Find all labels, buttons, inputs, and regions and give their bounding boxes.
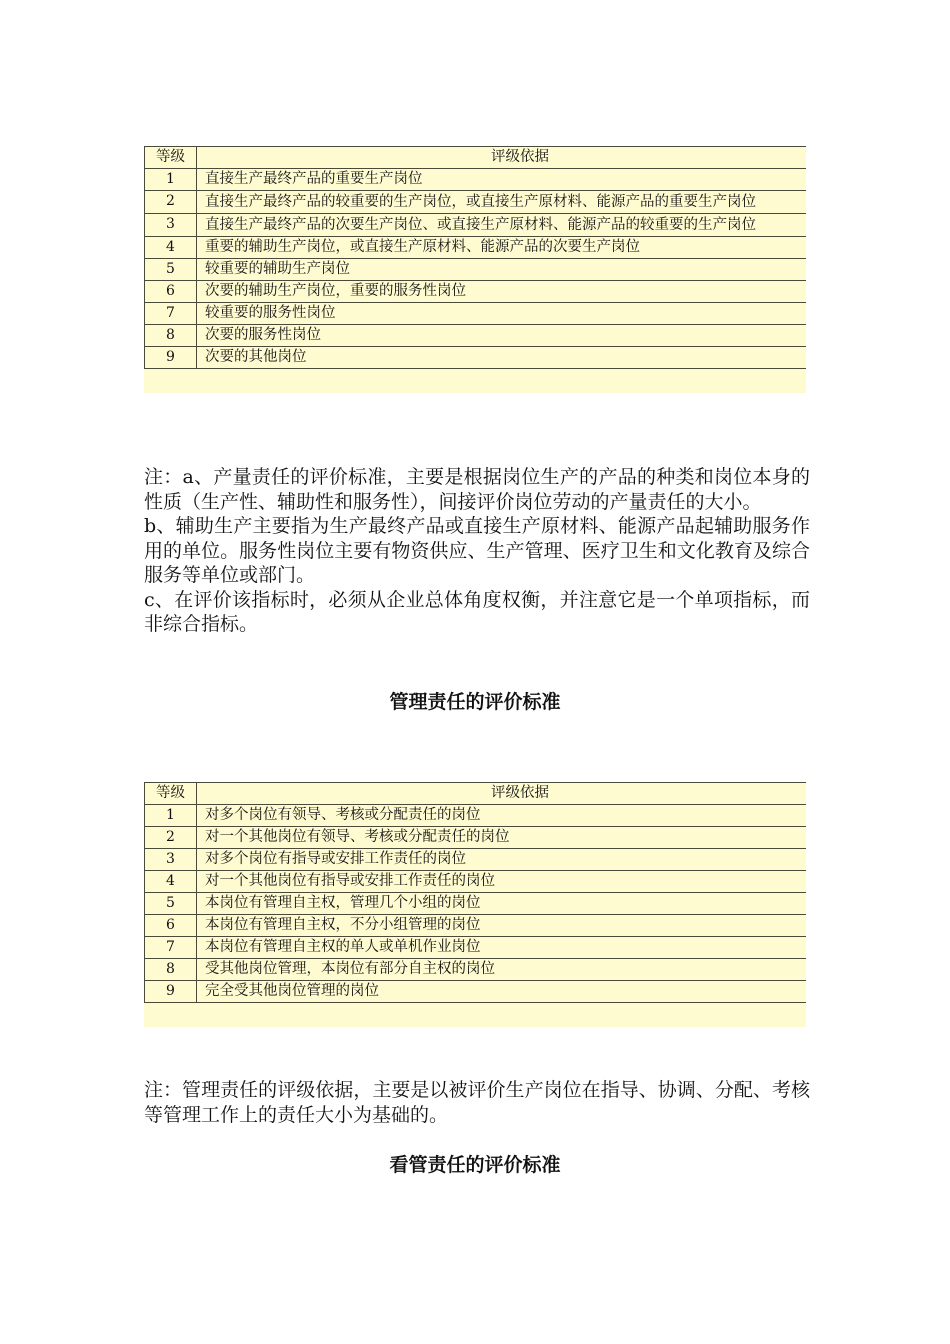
basis-column-header: 评级依据 xyxy=(197,783,807,805)
note-b: b、辅助生产主要指为生产最终产品或直接生产原材料、能源产品起辅助服务作用的单位。服务性岗位主要有物资供应、生产管理、医疗卫生和文化教育及综合服务等单位或部门。 xyxy=(144,515,810,586)
grade-cell: 3 xyxy=(145,849,197,871)
table-row xyxy=(145,849,807,871)
basis-cell: 对一个其他岗位有指导或安排工作责任的岗位 xyxy=(197,871,807,893)
basis-cell: 次要的其他岗位 xyxy=(197,347,807,369)
grade-cell: 6 xyxy=(145,915,197,937)
grade-table-2 xyxy=(144,782,806,1027)
table-row xyxy=(145,259,807,281)
table-row xyxy=(145,347,807,369)
table-row xyxy=(145,893,807,915)
grade-cell: 8 xyxy=(145,325,197,347)
basis-cell: 较重要的服务性岗位 xyxy=(197,303,807,325)
basis-cell: 对多个岗位有指导或安排工作责任的岗位 xyxy=(197,849,807,871)
grade-cell: 1 xyxy=(145,805,197,827)
table-row xyxy=(145,805,807,827)
basis-cell: 本岗位有管理自主权的单人或单机作业岗位 xyxy=(197,937,807,959)
section-heading-management: 管理责任的评价标准 xyxy=(389,691,561,713)
basis-cell: 重要的辅助生产岗位，或直接生产原材料、能源产品的次要生产岗位 xyxy=(197,237,807,259)
grade-cell: 5 xyxy=(145,259,197,281)
basis-cell: 直接生产最终产品的重要生产岗位 xyxy=(197,169,807,191)
grade-cell: 7 xyxy=(145,303,197,325)
table-row xyxy=(145,981,807,1003)
table-row xyxy=(145,303,807,325)
table-row xyxy=(145,281,807,303)
grade-cell: 9 xyxy=(145,981,197,1003)
table-row xyxy=(145,325,807,347)
basis-cell: 本岗位有管理自主权，不分小组管理的岗位 xyxy=(197,915,807,937)
table-footer-cell xyxy=(145,369,807,394)
grade-cell: 7 xyxy=(145,937,197,959)
note-a: 注：a、产量责任的评价标准，主要是根据岗位生产的产品的种类和岗位本身的性质（生产性、辅助性和服务性），间接评价岗位劳动的产量责任的大小。 xyxy=(144,466,810,513)
table-row xyxy=(145,169,807,191)
output-responsibility-notes xyxy=(144,465,810,637)
table-footer-cell xyxy=(145,1003,807,1028)
table-row xyxy=(145,237,807,259)
grade-cell: 3 xyxy=(145,214,197,237)
basis-cell: 次要的服务性岗位 xyxy=(197,325,807,347)
grade-cell: 1 xyxy=(145,169,197,191)
basis-column-header: 评级依据 xyxy=(197,147,807,169)
grade-column-header: 等级 xyxy=(145,147,197,169)
basis-cell: 直接生产最终产品的次要生产岗位、或直接生产原材料、能源产品的较重要的生产岗位 xyxy=(197,214,807,237)
grade-column-header: 等级 xyxy=(145,783,197,805)
grade-cell: 2 xyxy=(145,191,197,214)
table-footer-row xyxy=(145,369,807,394)
grade-cell: 4 xyxy=(145,871,197,893)
table-row xyxy=(145,191,807,214)
table-row xyxy=(145,915,807,937)
table-row xyxy=(145,937,807,959)
table-row xyxy=(145,959,807,981)
table-row xyxy=(145,214,807,237)
table-header-row xyxy=(145,783,807,805)
output-responsibility-table xyxy=(144,146,806,443)
grade-cell: 8 xyxy=(145,959,197,981)
basis-cell: 次要的辅助生产岗位，重要的服务性岗位 xyxy=(197,281,807,303)
grade-cell: 9 xyxy=(145,347,197,369)
basis-cell: 受其他岗位管理，本岗位有部分自主权的岗位 xyxy=(197,959,807,981)
note-management: 注：管理责任的评级依据，主要是以被评价生产岗位在指导、协调、分配、考核等管理工作上的责任大小为基础的。 xyxy=(144,1079,810,1126)
note-c: c、在评价该指标时，必须从企业总体角度权衡，并注意它是一个单项指标，而非综合指标。 xyxy=(144,588,810,635)
basis-cell: 较重要的辅助生产岗位 xyxy=(197,259,807,281)
basis-cell: 对多个岗位有领导、考核或分配责任的岗位 xyxy=(197,805,807,827)
management-responsibility-table xyxy=(144,782,806,1037)
grade-cell: 2 xyxy=(145,827,197,849)
basis-cell: 完全受其他岗位管理的岗位 xyxy=(197,981,807,1003)
table-row xyxy=(145,827,807,849)
basis-cell: 对一个其他岗位有领导、考核或分配责任的岗位 xyxy=(197,827,807,849)
table-row xyxy=(145,871,807,893)
grade-table-1 xyxy=(144,146,806,393)
grade-cell: 4 xyxy=(145,237,197,259)
grade-cell: 5 xyxy=(145,893,197,915)
basis-cell: 直接生产最终产品的较重要的生产岗位，或直接生产原材料、能源产品的重要生产岗位 xyxy=(197,191,807,214)
table-header-row xyxy=(145,147,807,169)
section-heading-custody: 看管责任的评价标准 xyxy=(389,1154,561,1176)
management-responsibility-note xyxy=(144,1078,810,1127)
basis-cell: 本岗位有管理自主权，管理几个小组的岗位 xyxy=(197,893,807,915)
grade-cell: 6 xyxy=(145,281,197,303)
table-footer-row xyxy=(145,1003,807,1028)
